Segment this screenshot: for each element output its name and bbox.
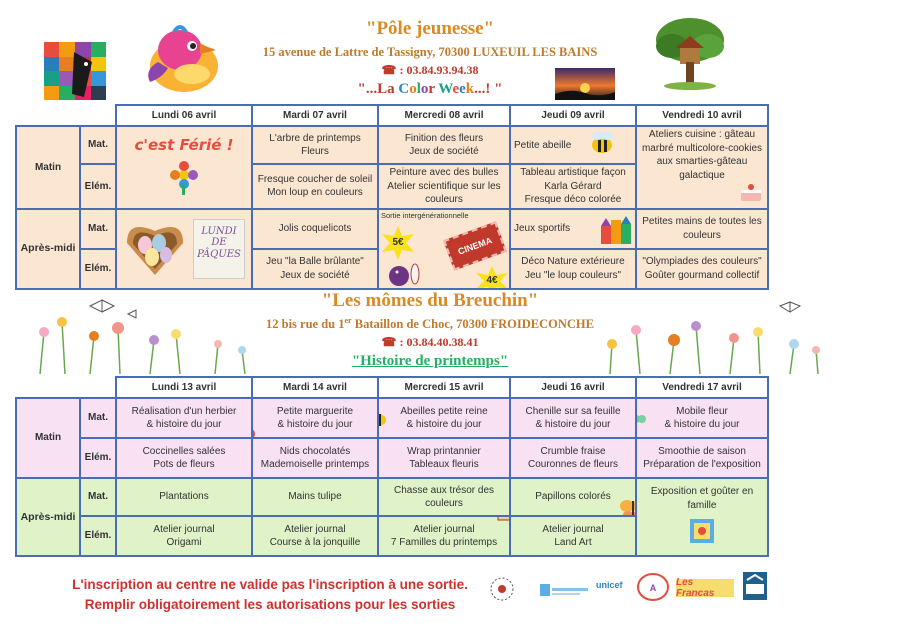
period-label-matin: Matin bbox=[16, 398, 80, 478]
day-header: Lundi 06 avril bbox=[116, 105, 252, 126]
activity-cell: Plantations bbox=[116, 478, 252, 516]
francas-logo: Les Francas bbox=[676, 579, 734, 597]
ladybug-icon bbox=[252, 421, 257, 439]
butterfly-icon bbox=[619, 497, 636, 517]
activity-cell: Exposition et goûter en famille bbox=[636, 478, 768, 556]
open-book-icon bbox=[219, 516, 252, 522]
footer-line-1: L'inscription au centre ne valide pas l'inscription à une sortie. bbox=[72, 577, 468, 592]
day-header: Vendredi 17 avril bbox=[636, 377, 768, 398]
activity-cell: Réalisation d'un herbier & histoire du jour bbox=[116, 398, 252, 438]
day-header: Mardi 07 avril bbox=[252, 105, 378, 126]
sunset-image bbox=[555, 68, 615, 100]
easter-image-cell bbox=[116, 209, 252, 289]
activity-cell: Mobile fleur & histoire du jour bbox=[636, 398, 768, 438]
region-logo bbox=[743, 572, 767, 600]
day-header: Vendredi 10 avril bbox=[636, 105, 768, 126]
activity-cell: Coccinelles salées Pots de fleurs bbox=[116, 438, 252, 478]
caterpillar-icon bbox=[636, 411, 649, 432]
partner-logo-circle bbox=[487, 576, 517, 602]
footer-notice bbox=[40, 575, 500, 614]
day-header-row bbox=[16, 105, 768, 126]
exhibition-icon bbox=[640, 518, 764, 549]
activity-cell: Chenille sur sa feuille & histoire du jour bbox=[510, 398, 636, 438]
group-label-mat: Mat. bbox=[80, 398, 116, 438]
activity-cell: Tableau artistique façon Karla Gérard Fresque déco colorée bbox=[510, 164, 636, 209]
activity-cell: Nids chocolatés Mademoiselle printemps bbox=[252, 438, 378, 478]
activity-cell: Petite abeille bbox=[510, 126, 636, 164]
activity-cell: Atelier journal 7 Familles du printemps bbox=[378, 516, 510, 556]
day-header: Lundi 13 avril bbox=[116, 377, 252, 398]
cinema-ticket-icon: CINEMA bbox=[443, 221, 507, 270]
activity-cell: Ateliers cuisine : gâteau marbré multicolore-cookies aux smarties-gâteau galactique bbox=[636, 126, 768, 209]
center-address: 15 avenue de Lattre de Tassigny, 70300 LUXEUIL LES BAINS bbox=[262, 45, 598, 59]
center2-phone: ☎ : 03.84.40.38.41 bbox=[381, 335, 479, 349]
week2-theme-title: "Histoire de printemps" bbox=[351, 353, 509, 369]
activity-cell: "Olympiades des couleurs" Goûter gourmand collectif bbox=[636, 249, 768, 289]
flower-icon bbox=[120, 159, 248, 200]
day-header: Mercredi 15 avril bbox=[378, 377, 510, 398]
svg-text:A: A bbox=[649, 583, 657, 593]
center2-address: 12 bis rue du 1er Bataillon de Choc, 70300 FROIDECONCHE bbox=[266, 316, 594, 332]
schedule-table-week2 bbox=[15, 376, 769, 557]
activity-cell: Fresque coucher de soleil Mon loup en couleurs bbox=[252, 164, 378, 209]
day-header-row bbox=[16, 377, 768, 398]
activity-cell: L'arbre de printemps Fleurs bbox=[252, 126, 378, 164]
holiday-text: c'est Férié ! bbox=[134, 135, 234, 154]
schedule-table-week1 bbox=[15, 104, 769, 290]
outing-label: Sortie intergénérationnelle bbox=[381, 210, 469, 220]
center-phone: ☎ : 03.84.93.94.38 bbox=[381, 63, 479, 77]
activity-cell: Chasse aux trésor des couleurs bbox=[378, 478, 510, 516]
cake-icon bbox=[640, 182, 764, 207]
partner-logo-caf bbox=[540, 580, 590, 600]
period-label-matin: Matin bbox=[16, 126, 80, 209]
activity-cell: Petite marguerite & histoire du jour bbox=[252, 398, 378, 438]
activity-cell: Peinture avec des bulles Atelier scientifique sur les couleurs bbox=[378, 164, 510, 209]
day-header: Jeudi 09 avril bbox=[510, 105, 636, 126]
easter-eggs-image bbox=[123, 213, 187, 284]
activity-cell: Déco Nature extérieure Jeu "le loup couleurs" bbox=[510, 249, 636, 289]
group-label-mat: Mat. bbox=[80, 478, 116, 516]
center2-title: "Les mômes du Breuchin" bbox=[321, 290, 539, 311]
period-label-apres-midi: Après-midi bbox=[16, 209, 80, 289]
activity-cell: Jeu "la Balle brûlante" Jeux de société bbox=[252, 249, 378, 289]
group-label-elem: Elém. bbox=[80, 164, 116, 209]
group-label-elem: Elém. bbox=[80, 516, 116, 556]
outing-cell bbox=[378, 209, 510, 289]
day-header: Mercredi 08 avril bbox=[378, 105, 510, 126]
holiday-cell bbox=[116, 126, 252, 209]
activity-cell: Jeux sportifs bbox=[510, 209, 636, 249]
bird-icon bbox=[140, 22, 226, 94]
center-title: "Pôle jeunesse" bbox=[365, 18, 495, 39]
easter-card: LUNDI DE PÂQUES bbox=[193, 219, 245, 279]
bee-icon bbox=[588, 131, 616, 160]
album-cover-image bbox=[44, 42, 106, 100]
group-label-elem: Elém. bbox=[80, 438, 116, 478]
footer-line-2: Remplir obligatoirement les autorisations pour les sorties bbox=[84, 596, 456, 612]
activity-cell: Atelier journal Land Art bbox=[510, 516, 636, 556]
houses-icon bbox=[599, 212, 633, 249]
activity-cell: Wrap printannier Tableaux fleuris bbox=[378, 438, 510, 478]
price-badge-5: 5€ bbox=[381, 226, 415, 260]
activity-cell: Jolis coquelicots bbox=[252, 209, 378, 249]
activity-cell: Atelier journal Origami bbox=[116, 516, 252, 556]
treehouse-image bbox=[650, 16, 728, 90]
activity-cell: Mains tulipe bbox=[252, 478, 378, 516]
flowers-right-image bbox=[590, 300, 830, 374]
day-header: Mardi 14 avril bbox=[252, 377, 378, 398]
day-header: Jeudi 16 avril bbox=[510, 377, 636, 398]
activity-cell: Atelier journal Course à la jonquille bbox=[252, 516, 378, 556]
activity-cell: Crumble fraise Couronnes de fleurs bbox=[510, 438, 636, 478]
activity-cell: Petites mains de toutes les couleurs bbox=[636, 209, 768, 249]
group-label-elem: Elém. bbox=[80, 249, 116, 289]
activity-cell: Finition des fleurs Jeux de société bbox=[378, 126, 510, 164]
price-badge-4: 4€ bbox=[475, 266, 509, 289]
partner-logo-acsl bbox=[636, 572, 670, 602]
scroll-map-icon bbox=[495, 516, 510, 528]
bee-icon bbox=[378, 409, 389, 434]
group-label-mat: Mat. bbox=[80, 126, 116, 164]
flowers-left-image bbox=[20, 292, 270, 374]
group-label-mat: Mat. bbox=[80, 209, 116, 249]
activity-cell: Papillons colorés bbox=[510, 478, 636, 516]
week-theme-title: "...La Color Week...! " bbox=[357, 81, 503, 97]
bowling-icon bbox=[387, 260, 423, 289]
activity-cell: Smoothie de saison Préparation de l'exposition bbox=[636, 438, 768, 478]
activity-cell: Abeilles petite reine & histoire du jour bbox=[378, 398, 510, 438]
unicef-logo: unicef bbox=[596, 580, 623, 590]
period-label-apres-midi: Après-midi bbox=[16, 478, 80, 556]
